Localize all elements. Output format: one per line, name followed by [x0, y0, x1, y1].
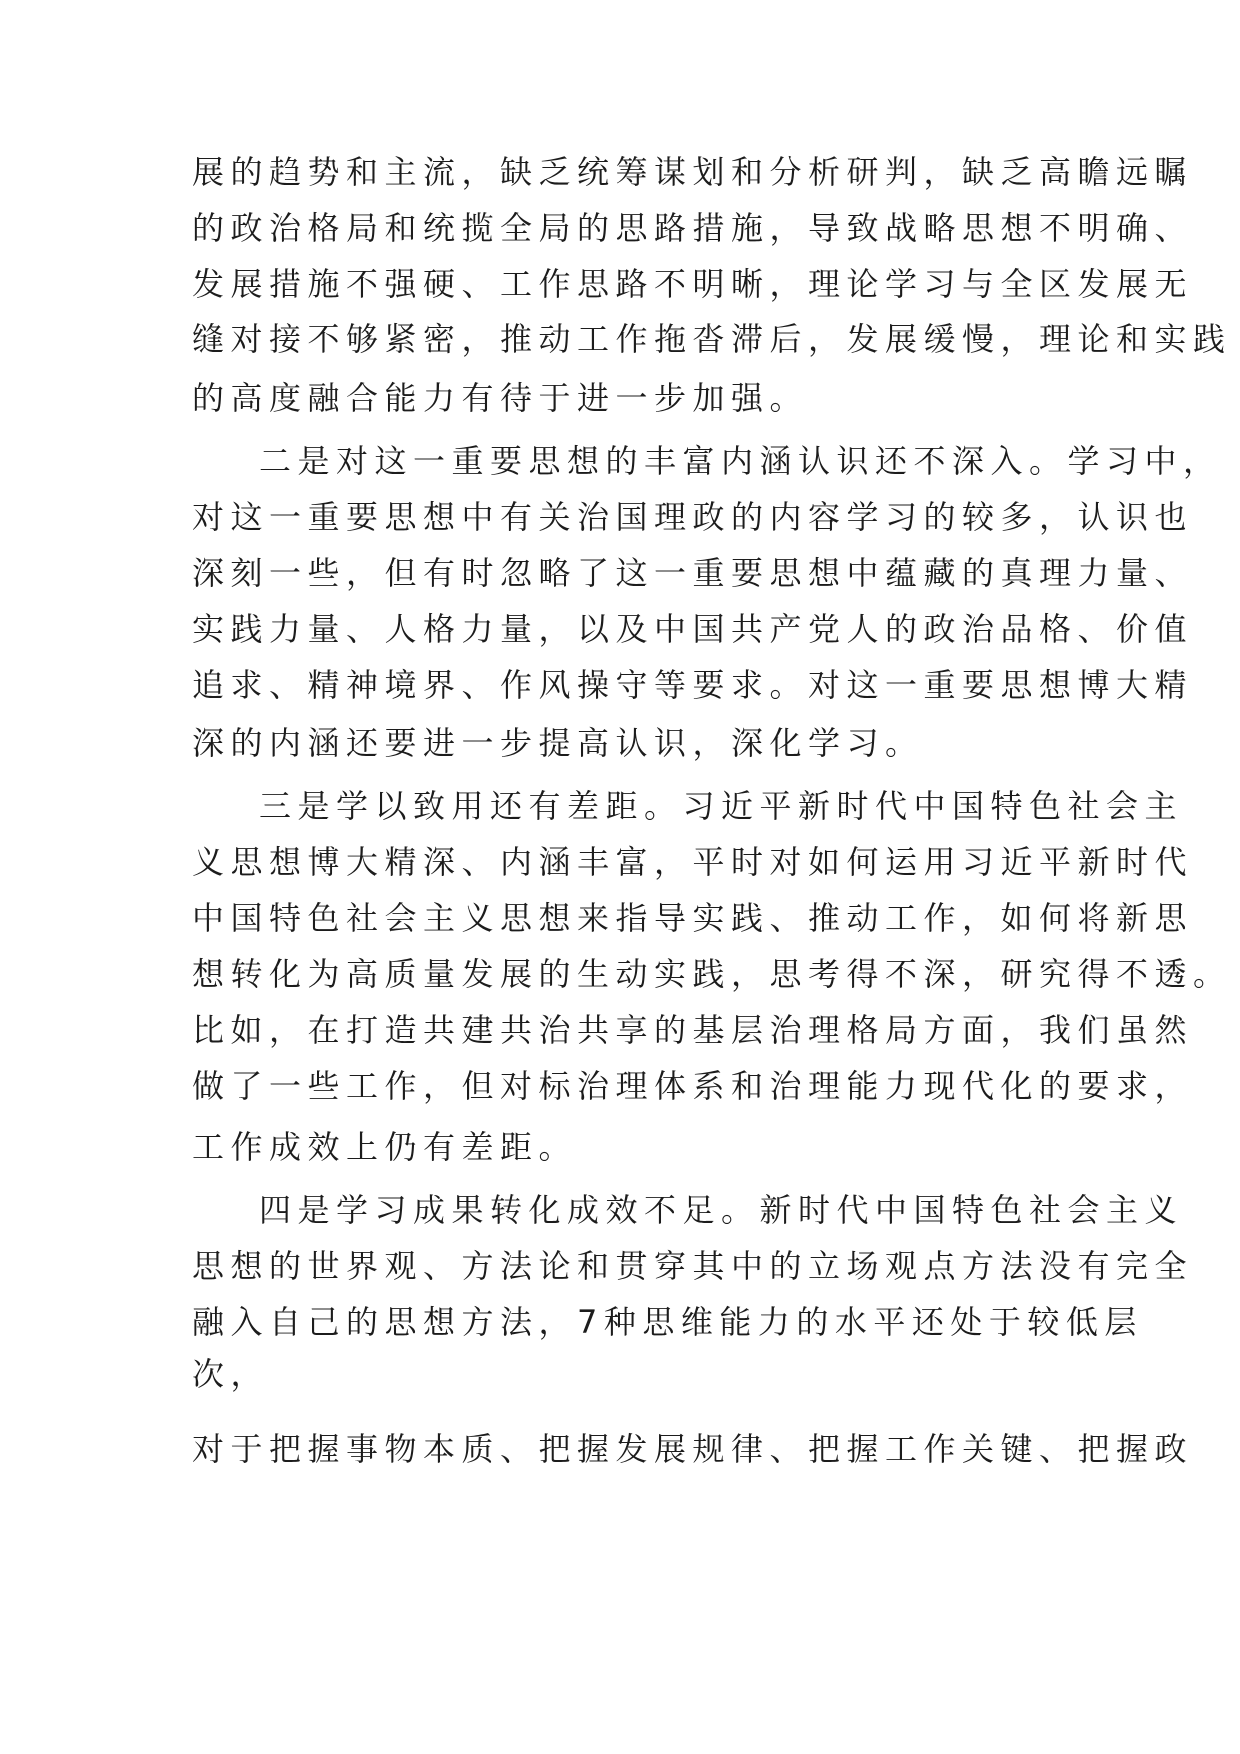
text-line: 发展措施不强硬、工作思路不明晰，理论学习与全区发展无 [192, 265, 1194, 303]
text-line: 的政治格局和统揽全局的思路措施，导致战略思想不明确、 [192, 209, 1194, 247]
text-line: 对这一重要思想中有关治国理政的内容学习的较多，认识也 [192, 498, 1194, 536]
paragraph-first-line: 三是学以致用还有差距。习近平新时代中国特色社会主 [259, 787, 1184, 825]
text-line: 比如，在打造共建共治共享的基层治理格局方面，我们虽然 [192, 1011, 1194, 1049]
text-line: 思想的世界观、方法论和贯穿其中的立场观点方法没有完全 [192, 1247, 1194, 1285]
text-line: 对于把握事物本质、把握发展规律、把握工作关键、把握政 [192, 1430, 1194, 1468]
text-line: 缝对接不够紧密，推动工作拖沓滞后，发展缓慢，理论和实践 [192, 320, 1232, 358]
text-line: 融入自己的思想方法，7种思维能力的水平还处于较低层 [192, 1303, 1143, 1341]
text-line: 深刻一些，但有时忽略了这一重要思想中蕴藏的真理力量、 [192, 554, 1194, 592]
text-line: 实践力量、人格力量，以及中国共产党人的政治品格、价值 [192, 610, 1194, 648]
text-line: 深的内涵还要进一步提高认识，深化学习。 [192, 724, 924, 762]
text-line: 的高度融合能力有待于进一步加强。 [192, 379, 809, 417]
text-line: 中国特色社会主义思想来指导实践、推动工作，如何将新思 [192, 899, 1194, 937]
text-line: 次， [192, 1355, 270, 1393]
text-line: 工作成效上仍有差距。 [192, 1128, 578, 1166]
paragraph-first-line: 四是学习成果转化成效不足。新时代中国特色社会主义 [259, 1191, 1184, 1229]
text-line: 想转化为高质量发展的生动实践，思考得不深，研究得不透。 [192, 955, 1232, 993]
paragraph-first-line: 二是对这一重要思想的丰富内涵认识还不深入。学习中， [259, 442, 1222, 480]
text-line: 追求、精神境界、作风操守等要求。对这一重要思想博大精 [192, 666, 1194, 704]
text-line: 做了一些工作，但对标治理体系和治理能力现代化的要求， [192, 1067, 1194, 1105]
text-line: 义思想博大精深、内涵丰富，平时对如何运用习近平新时代 [192, 843, 1194, 881]
text-line: 展的趋势和主流，缺乏统筹谋划和分析研判，缺乏高瞻远瞩 [192, 153, 1194, 191]
